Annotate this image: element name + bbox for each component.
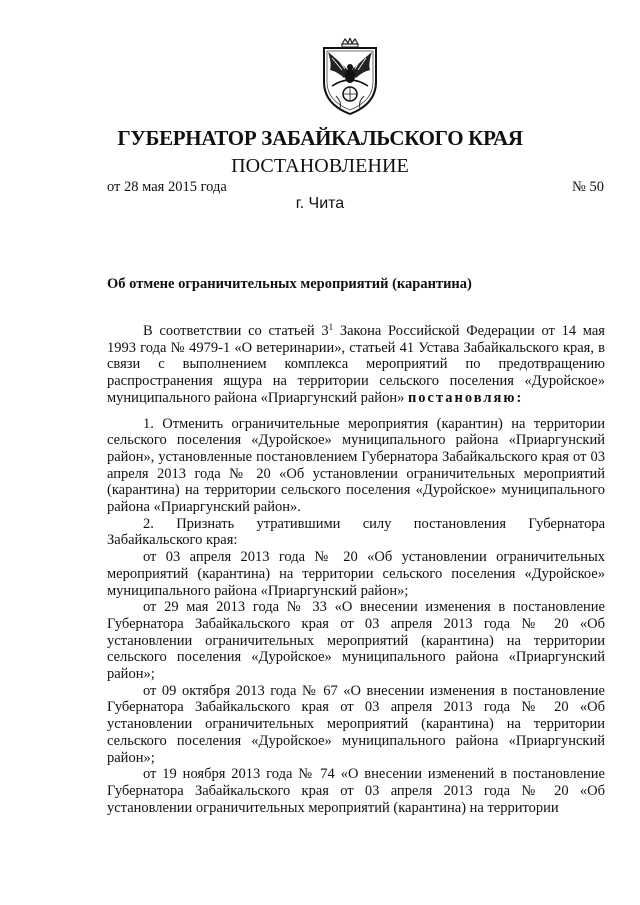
preamble-text-1: В соответствии со статьей 3 bbox=[143, 323, 329, 339]
list-item: 1. Отменить ограничительные мероприятия (карантин) на территории сельского поселения «Дуройское» муниципального района «Приаргунский район», установленные постановлением Губернатора Забайкальского края от 03 апреля 2013 года № 20 «Об установлении ограничительных мероприятий (карантина) на территории сельского поселения «Дуройское» муниципального района «Приаргунский район». bbox=[107, 415, 605, 516]
document-city: г. Чита bbox=[295, 195, 345, 212]
list-item: от 19 ноября 2013 года № 74 «О внесении изменений в постановление Губернатора Забайкальского края от 03 апреля 2013 года № 20 «Об установлении ограничительных мероприятий (карантина) на территории bbox=[107, 766, 605, 816]
document-date: от 28 мая 2015 года bbox=[107, 179, 227, 195]
coat-of-arms-icon bbox=[318, 38, 382, 116]
decree-word: постановляю: bbox=[407, 389, 524, 406]
list-item: от 03 апреля 2013 года № 20 «Об установлении ограничительных мероприятий (карантина) на территории сельского поселения «Дуройское» муниципального района «Приаргунский район»; bbox=[107, 549, 605, 599]
document-subject: Об отмене ограничительных мероприятий (карантина) bbox=[107, 276, 472, 292]
preamble-paragraph bbox=[107, 323, 605, 407]
document-body bbox=[107, 323, 605, 816]
document-type: ПОСТАНОВЛЕНИЕ bbox=[231, 155, 409, 177]
list-item: от 29 мая 2013 года № 33 «О внесении изменения в постановление Губернатора Забайкальского края от 03 апреля 2013 года № 20 «Об установлении ограничительных мероприятий (карантина) на территории сельского поселения «Дуройское» муниципального района «Приаргунский район»; bbox=[107, 599, 605, 683]
list-item: 2. Признать утратившими силу постановления Губернатора Забайкальского края: bbox=[107, 515, 605, 549]
preamble-superscript: 1 bbox=[328, 322, 334, 332]
list-item: от 09 октября 2013 года № 67 «О внесении изменения в постановление Губернатора Забайкальского края от 03 апреля 2013 года № 20 «Об установлении ограничительных мероприятий (карантина) на территории сельского поселения «Дуройское» муниципального района «Приаргунский район»; bbox=[107, 682, 605, 766]
preamble-text-2: Закона Российской Федерации от 14 мая 1993 года № 4979-1 «О ветеринарии», статьей 41 Устава Забайкальского края, в связи с выполнением комплекса мероприятий по предотвращению распространения ящура на территории сельского поселения «Дуройское» муниципального района «Приаргунский район» bbox=[107, 323, 605, 406]
document-number: № 50 bbox=[572, 179, 604, 195]
governor-title: ГУБЕРНАТОР ЗАБАЙКАЛЬСКОГО КРАЯ bbox=[117, 126, 523, 150]
